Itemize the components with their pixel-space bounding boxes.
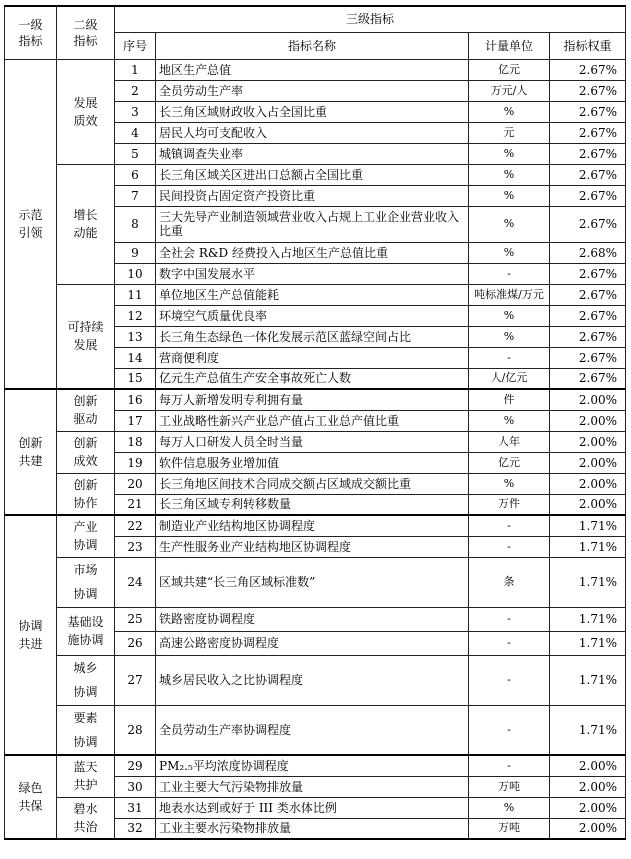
unit-value: 万元/人 <box>469 80 550 101</box>
table-row <box>5 284 626 305</box>
table-row <box>5 431 626 452</box>
row-number: 17 <box>115 410 156 431</box>
unit-value: % <box>469 410 550 431</box>
row-number: 31 <box>115 797 156 818</box>
row-number: 6 <box>115 164 156 185</box>
row-number: 26 <box>115 631 156 655</box>
indicator-name: 三大先导产业制造领域营业收入占规上工业企业营业收入比重 <box>156 206 469 242</box>
row-number: 29 <box>115 755 156 776</box>
weight-value: 2.67% <box>550 80 626 101</box>
unit-value: 件 <box>469 389 550 410</box>
table-row <box>5 473 626 494</box>
unit-value: 亿元 <box>469 59 550 80</box>
unit-value: % <box>469 473 550 494</box>
table-row <box>5 557 626 607</box>
weight-value: 1.71% <box>550 515 626 536</box>
weight-value: 2.67% <box>550 368 626 389</box>
level2-category: 创新协作 <box>57 473 115 515</box>
weight-value: 2.00% <box>550 473 626 494</box>
unit-value: 万件 <box>469 494 550 515</box>
weight-value: 1.71% <box>550 536 626 557</box>
level2-category: 创新成效 <box>57 431 115 473</box>
unit-value: - <box>469 631 550 655</box>
unit-value: - <box>469 263 550 284</box>
indicator-name: 民间投资占固定资产投资比重 <box>156 185 469 206</box>
indicator-name: 制造业产业结构地区协调程度 <box>156 515 469 536</box>
unit-value: 万吨 <box>469 818 550 839</box>
unit-value: % <box>469 242 550 263</box>
unit-value: 吨标准煤/万元 <box>469 284 550 305</box>
level2-category: 发展质效 <box>57 59 115 164</box>
table-row <box>5 755 626 776</box>
row-number: 5 <box>115 143 156 164</box>
indicator-name: 工业主要水污染物排放量 <box>156 818 469 839</box>
unit-value: 人年 <box>469 431 550 452</box>
level2-category: 产业协调 <box>57 515 115 557</box>
row-number: 4 <box>115 122 156 143</box>
weight-value: 2.00% <box>550 452 626 473</box>
weight-value: 2.67% <box>550 206 626 242</box>
level2-category: 市场协调 <box>57 557 115 607</box>
table-row <box>5 607 626 631</box>
indicator-name: 长三角区域专利转移数量 <box>156 494 469 515</box>
unit-value: 万吨 <box>469 776 550 797</box>
weight-value: 2.00% <box>550 389 626 410</box>
row-number: 16 <box>115 389 156 410</box>
row-number: 30 <box>115 776 156 797</box>
indicator-name: 居民人均可支配收入 <box>156 122 469 143</box>
level2-category: 蓝天共护 <box>57 755 115 797</box>
weight-value: 2.67% <box>550 347 626 368</box>
weight-value: 2.67% <box>550 164 626 185</box>
weight-value: 2.68% <box>550 242 626 263</box>
row-number: 21 <box>115 494 156 515</box>
table-row <box>5 655 626 705</box>
indicator-table <box>4 5 626 840</box>
table-body <box>5 59 626 839</box>
unit-value: 条 <box>469 557 550 607</box>
header-weight: 指标权重 <box>550 32 626 59</box>
row-number: 27 <box>115 655 156 705</box>
level2-category: 城乡协调 <box>57 655 115 705</box>
indicator-name: 城乡居民收入之比协调程度 <box>156 655 469 705</box>
indicator-name: 营商便利度 <box>156 347 469 368</box>
unit-value: % <box>469 164 550 185</box>
indicator-name: 每万人口研发人员全时当量 <box>156 431 469 452</box>
unit-value: 元 <box>469 122 550 143</box>
row-number: 23 <box>115 536 156 557</box>
row-number: 24 <box>115 557 156 607</box>
row-number: 20 <box>115 473 156 494</box>
row-number: 12 <box>115 305 156 326</box>
indicator-name: 工业主要大气污染物排放量 <box>156 776 469 797</box>
unit-value: 亿元 <box>469 452 550 473</box>
indicator-name: 区域共建“长三角区域标准数” <box>156 557 469 607</box>
indicator-name: 铁路密度协调程度 <box>156 607 469 631</box>
row-number: 10 <box>115 263 156 284</box>
row-number: 8 <box>115 206 156 242</box>
weight-value: 2.67% <box>550 185 626 206</box>
weight-value: 2.00% <box>550 797 626 818</box>
row-number: 15 <box>115 368 156 389</box>
weight-value: 2.67% <box>550 305 626 326</box>
level2-category: 基础设施协调 <box>57 607 115 655</box>
indicator-name: 全社会 R&D 经费投入占地区生产总值比重 <box>156 242 469 263</box>
row-number: 1 <box>115 59 156 80</box>
row-number: 18 <box>115 431 156 452</box>
weight-value: 2.67% <box>550 284 626 305</box>
weight-value: 2.00% <box>550 494 626 515</box>
row-number: 13 <box>115 326 156 347</box>
indicator-name: 地区生产总值 <box>156 59 469 80</box>
level2-category: 可持续发展 <box>57 284 115 389</box>
level2-category: 增长动能 <box>57 164 115 284</box>
level1-category: 协调共进 <box>5 515 57 755</box>
weight-value: 1.71% <box>550 607 626 631</box>
indicator-name: 全员劳动生产率协调程度 <box>156 705 469 755</box>
header-no: 序号 <box>115 32 156 59</box>
level1-category: 创新共建 <box>5 389 57 515</box>
unit-value: % <box>469 206 550 242</box>
unit-value: % <box>469 797 550 818</box>
weight-value: 2.67% <box>550 263 626 284</box>
header-unit: 计量单位 <box>469 32 550 59</box>
unit-value: % <box>469 305 550 326</box>
header-level3: 三级指标 <box>115 6 626 32</box>
indicator-name: 长三角区域财政收入占全国比重 <box>156 101 469 122</box>
row-number: 9 <box>115 242 156 263</box>
row-number: 32 <box>115 818 156 839</box>
row-number: 25 <box>115 607 156 631</box>
header-level2: 二级指标 <box>57 6 115 59</box>
unit-value: - <box>469 705 550 755</box>
weight-value: 1.71% <box>550 557 626 607</box>
indicator-name: 软件信息服务业增加值 <box>156 452 469 473</box>
unit-value: - <box>469 347 550 368</box>
unit-value: 人/亿元 <box>469 368 550 389</box>
indicator-name: 每万人新增发明专利拥有量 <box>156 389 469 410</box>
weight-value: 2.67% <box>550 122 626 143</box>
level1-category: 绿色共保 <box>5 755 57 839</box>
level1-category: 示范引领 <box>5 59 57 389</box>
weight-value: 1.71% <box>550 705 626 755</box>
level2-category: 碧水共治 <box>57 797 115 839</box>
unit-value: % <box>469 101 550 122</box>
row-number: 3 <box>115 101 156 122</box>
unit-value: - <box>469 607 550 631</box>
indicator-name: 高速公路密度协调程度 <box>156 631 469 655</box>
weight-value: 2.00% <box>550 776 626 797</box>
unit-value: - <box>469 655 550 705</box>
weight-value: 2.67% <box>550 59 626 80</box>
weight-value: 2.67% <box>550 143 626 164</box>
unit-value: % <box>469 185 550 206</box>
indicator-name: 长三角生态绿色一体化发展示范区蓝绿空间占比 <box>156 326 469 347</box>
weight-value: 2.00% <box>550 818 626 839</box>
indicator-name: 长三角区域关区进出口总额占全国比重 <box>156 164 469 185</box>
weight-value: 1.71% <box>550 631 626 655</box>
indicator-name: 环境空气质量优良率 <box>156 305 469 326</box>
row-number: 14 <box>115 347 156 368</box>
indicator-name: 亿元生产总值生产安全事故死亡人数 <box>156 368 469 389</box>
header-name: 指标名称 <box>156 32 469 59</box>
indicator-name: PM₂.₅平均浓度协调程度 <box>156 755 469 776</box>
table-row <box>5 389 626 410</box>
indicator-name: 数字中国发展水平 <box>156 263 469 284</box>
table-row <box>5 705 626 755</box>
indicator-name: 城镇调查失业率 <box>156 143 469 164</box>
indicator-name: 生产性服务业产业结构地区协调程度 <box>156 536 469 557</box>
indicator-name: 全员劳动生产率 <box>156 80 469 101</box>
row-number: 22 <box>115 515 156 536</box>
unit-value: % <box>469 326 550 347</box>
table-row <box>5 59 626 80</box>
table-row <box>5 515 626 536</box>
unit-value: - <box>469 755 550 776</box>
level2-category: 要素协调 <box>57 705 115 755</box>
row-number: 7 <box>115 185 156 206</box>
indicator-name: 长三角地区间技术合同成交额占区域成交额比重 <box>156 473 469 494</box>
row-number: 11 <box>115 284 156 305</box>
table-row <box>5 164 626 185</box>
weight-value: 2.00% <box>550 431 626 452</box>
row-number: 2 <box>115 80 156 101</box>
row-number: 19 <box>115 452 156 473</box>
level2-category: 创新驱动 <box>57 389 115 431</box>
weight-value: 2.00% <box>550 410 626 431</box>
unit-value: - <box>469 515 550 536</box>
table-row <box>5 797 626 818</box>
indicator-name: 工业战略性新兴产业总产值占工业总产值比重 <box>156 410 469 431</box>
weight-value: 2.00% <box>550 755 626 776</box>
weight-value: 2.67% <box>550 101 626 122</box>
unit-value: - <box>469 536 550 557</box>
unit-value: % <box>469 143 550 164</box>
indicator-name: 单位地区生产总值能耗 <box>156 284 469 305</box>
header-level1: 一级指标 <box>5 6 57 59</box>
row-number: 28 <box>115 705 156 755</box>
indicator-name: 地表水达到或好于 III 类水体比例 <box>156 797 469 818</box>
weight-value: 2.67% <box>550 326 626 347</box>
weight-value: 1.71% <box>550 655 626 705</box>
